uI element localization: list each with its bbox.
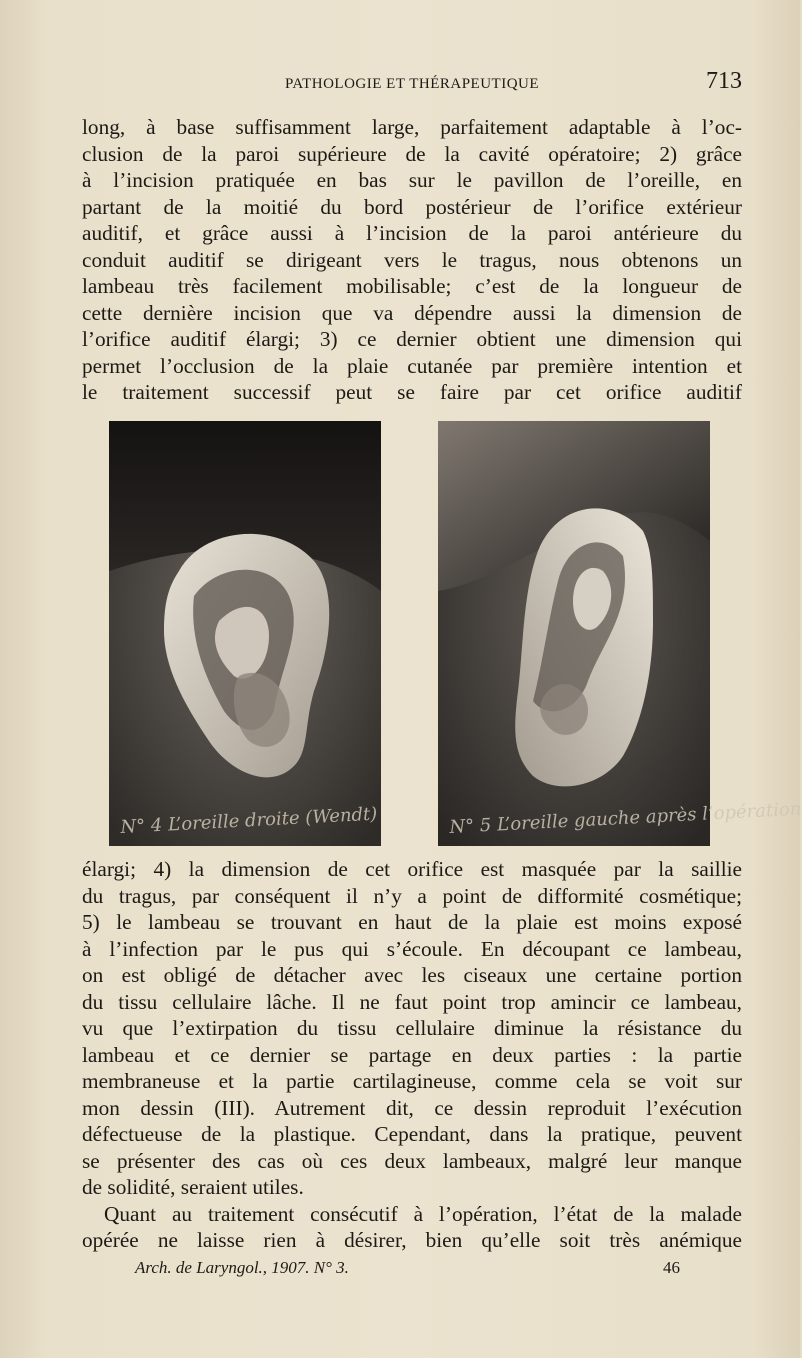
- text-line: vu que l’extirpation du tissu cellulaire diminue la résistance du: [82, 1016, 742, 1040]
- text-line: Quant au traitement consécutif à l’opération, l’état de la malade: [104, 1201, 742, 1226]
- bottom-paragraph: [82, 856, 742, 1254]
- top-paragraph: [82, 114, 742, 406]
- text-line: le traitement successif peut se faire par cet orifice auditif: [82, 380, 742, 404]
- text-line: lambeau et ce dernier se partage en deux parties : la partie: [82, 1042, 742, 1067]
- text-line: mon dessin (III). Autrement dit, ce dessin reproduit l’exécution: [82, 1095, 742, 1120]
- journal-signature: Arch. de Laryngol., 1907. N° 3.: [135, 1258, 349, 1277]
- page-number: 713: [706, 68, 742, 94]
- ear-photo-figure-5: [438, 421, 802, 846]
- sheet-number: 46: [663, 1258, 680, 1277]
- text-line: partant de la moitié du bord postérieur de l’orifice extérieur: [82, 194, 742, 219]
- ear-photo-left-ear: [438, 421, 710, 846]
- text-line: se présenter des cas où ces deux lambeaux, malgré leur manque: [82, 1148, 742, 1173]
- text-line: conduit auditif se dirigeant vers le tragus, nous obtenons un: [82, 247, 742, 272]
- text-line: permet l’occlusion de la plaie cutanée par première intention et: [82, 353, 742, 378]
- running-head: PATHOLOGIE ET THÉRAPEUTIQUE: [284, 76, 540, 92]
- text-line: membraneuse et la partie cartilagineuse, comme cela se voit sur: [82, 1069, 742, 1093]
- text-line: cette dernière incision que va dépendre aussi la dimension de: [82, 300, 742, 325]
- text-line: de solidité, seraient utiles.: [82, 1175, 304, 1199]
- text-line: à l’infection par le pus qui s’écoule. En découpant ce lambeau,: [82, 936, 742, 961]
- text-line: du tissu cellulaire lâche. Il ne faut point trop amincir ce lambeau,: [82, 989, 742, 1014]
- text-line: à l’incision pratiquée en bas sur le pavillon de l’oreille, en: [82, 168, 742, 192]
- text-line: défectueuse de la plastique. Cependant, dans la pratique, peuvent: [82, 1122, 742, 1146]
- page-header: [82, 68, 742, 98]
- text-line: clusion de la paroi supérieure de la cavité opératoire; 2) grâce: [82, 141, 742, 166]
- figure-caption: N° 4 L’oreille droite (Wendt): [119, 803, 378, 838]
- text-line: opérée ne laisse rien à désirer, bien qu’elle soit très anémique: [82, 1228, 742, 1252]
- text-line: long, à base suffisamment large, parfaitement adaptable à l’oc-: [82, 115, 742, 139]
- text-line: du tragus, par conséquent il n’y a point de difformité cosmétique;: [82, 883, 742, 908]
- text-line: élargi; 4) la dimension de cet orifice est masquée par la saillie: [82, 857, 742, 881]
- ear-photo-right-ear: [109, 421, 381, 846]
- text-line: auditif, et grâce aussi à l’incision de la paroi antérieure du: [82, 221, 742, 245]
- text-line: 5) le lambeau se trouvant en haut de la plaie est moins exposé: [82, 910, 742, 934]
- text-line: l’orifice auditif élargi; 3) ce dernier obtient une dimension qui: [82, 327, 742, 351]
- text-line: on est obligé de détacher avec les ciseaux une certaine portion: [82, 963, 742, 987]
- page-footer: [135, 1258, 680, 1278]
- text-line: lambeau très facilement mobilisable; c’est de la longueur de: [82, 274, 742, 298]
- figure-caption: N° 5 L’oreille gauche après l’opération: [448, 798, 802, 838]
- ear-photo-figure-4: [109, 421, 381, 846]
